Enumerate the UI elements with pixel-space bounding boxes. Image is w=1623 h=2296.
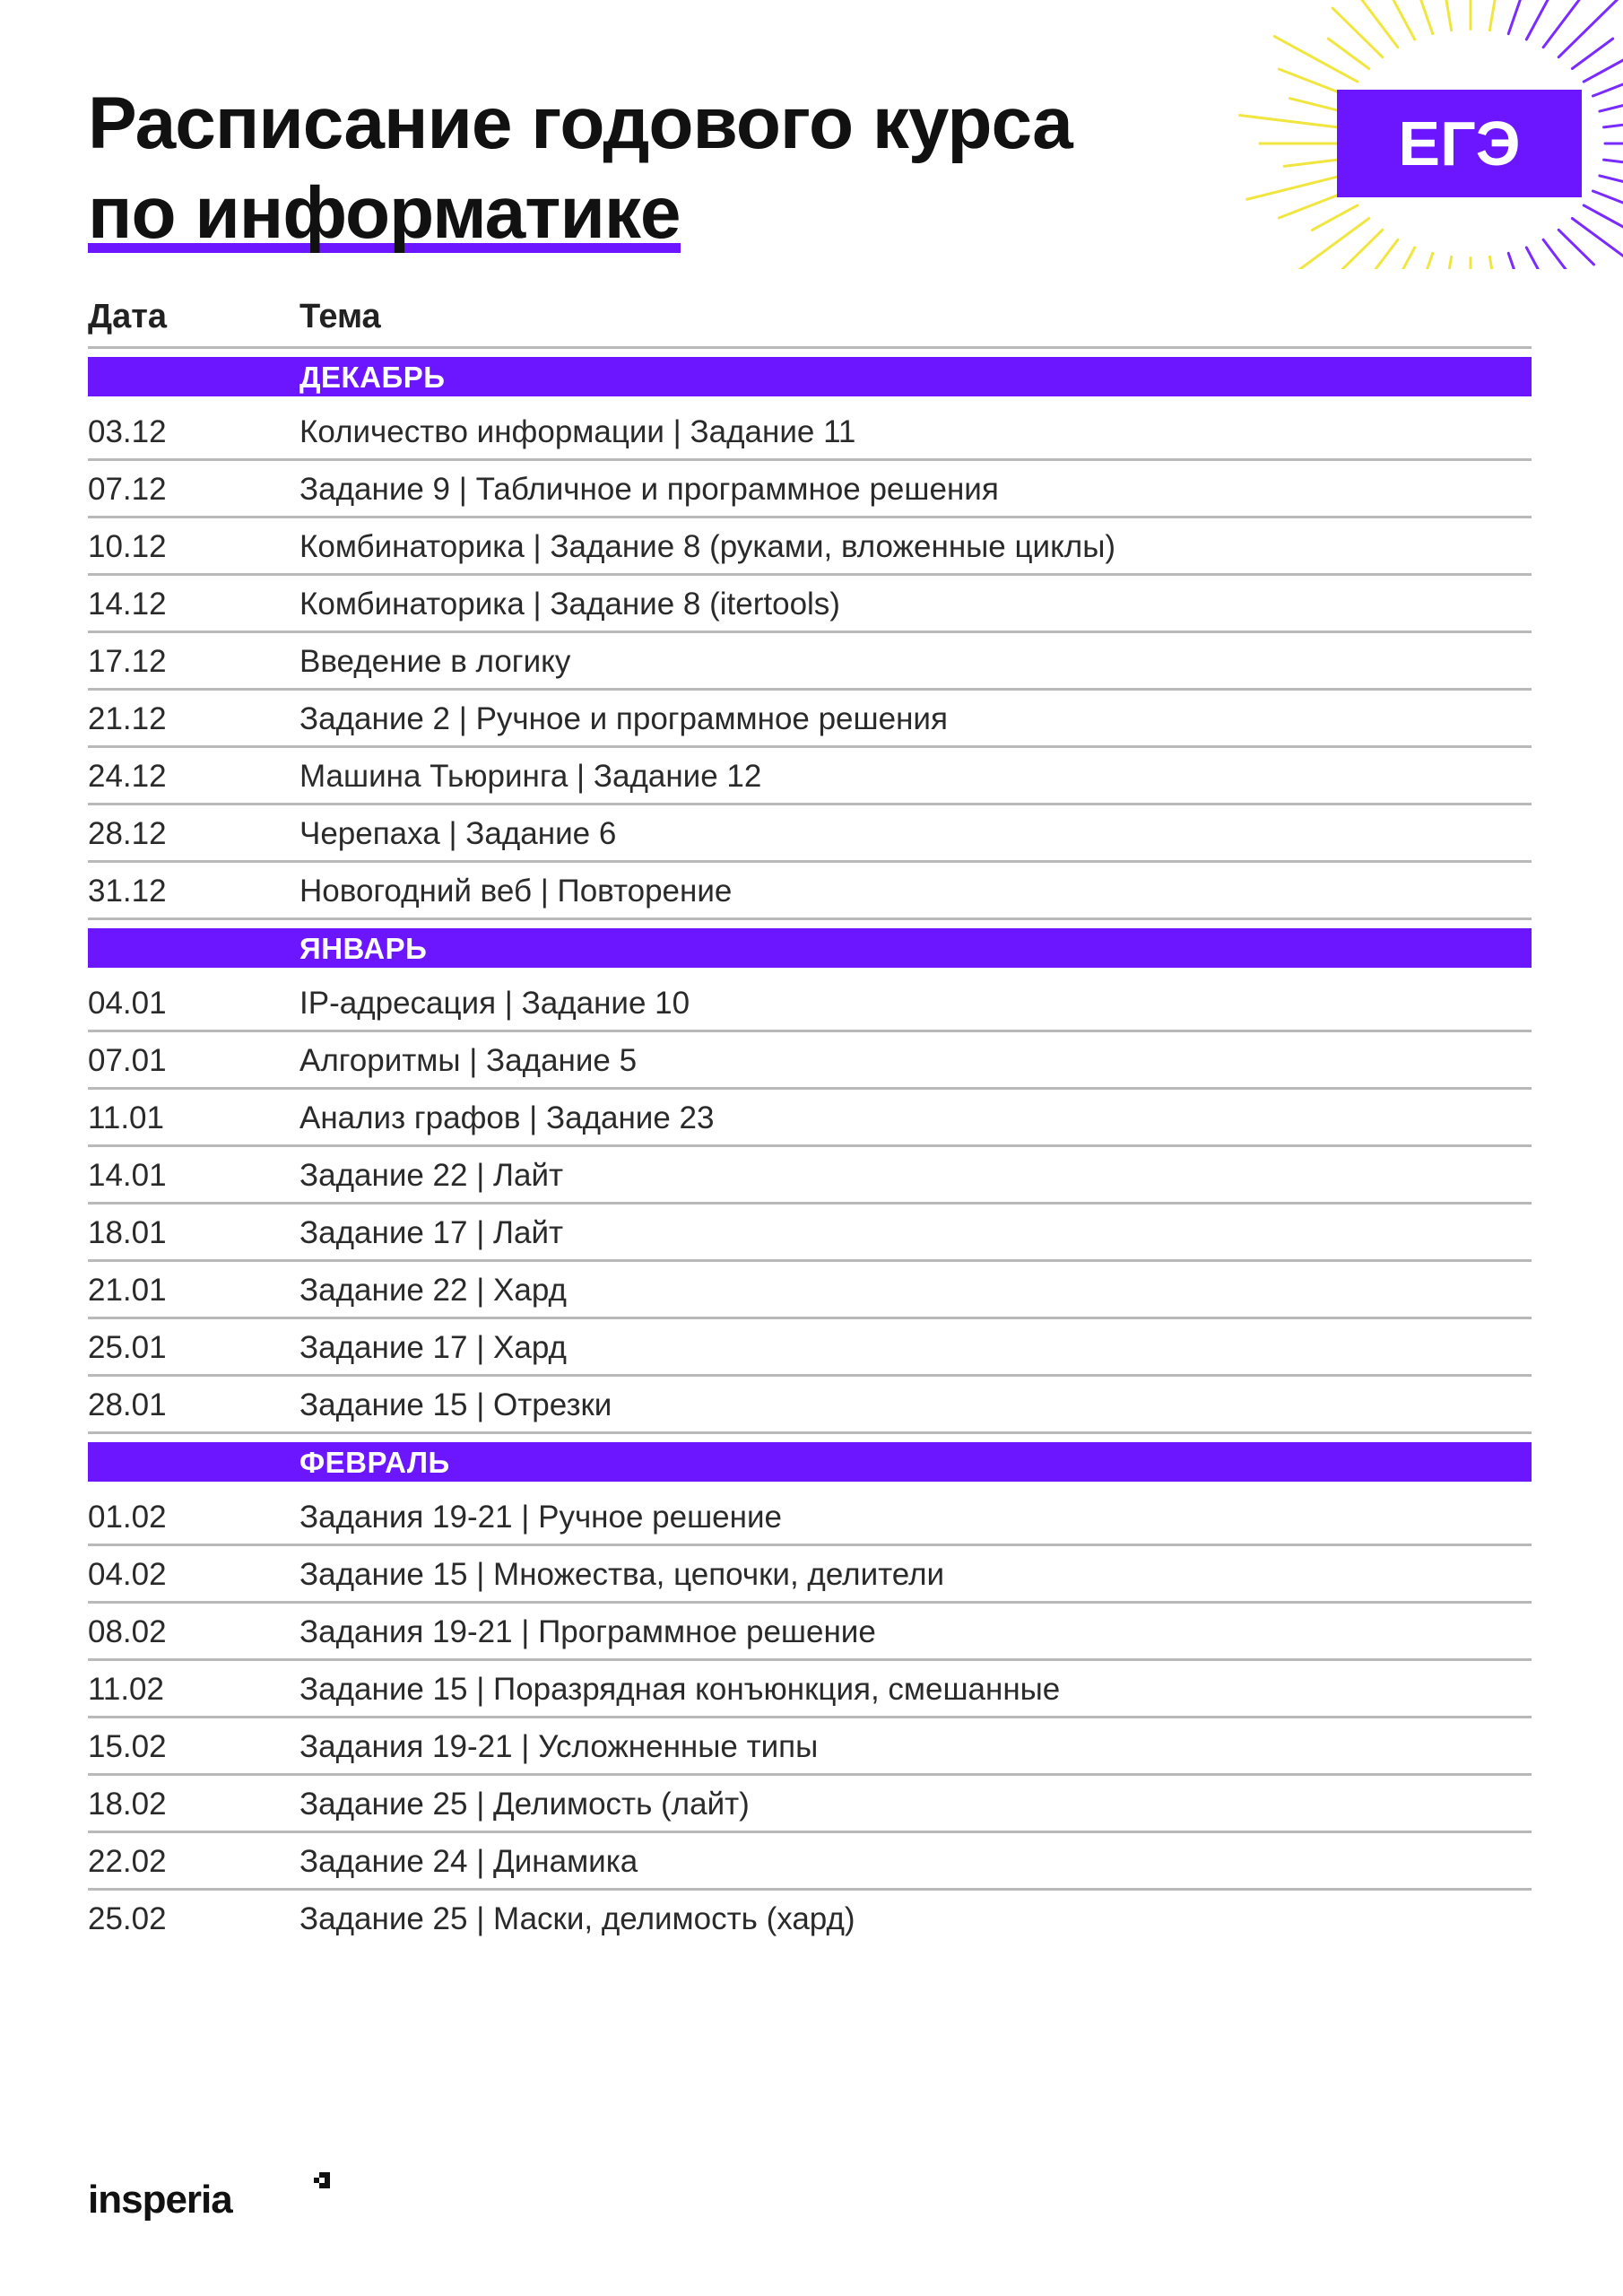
row-topic: Машина Тьюринга | Задание 12 — [299, 759, 762, 794]
table-body — [88, 357, 1532, 1945]
table-row — [88, 1833, 1532, 1891]
row-date: 25.01 — [88, 1330, 167, 1365]
row-date: 14.01 — [88, 1158, 167, 1193]
row-date: 10.12 — [88, 529, 167, 564]
table-row — [88, 461, 1532, 518]
row-date: 01.02 — [88, 1500, 167, 1535]
table-row — [88, 1147, 1532, 1205]
row-date: 21.12 — [88, 701, 167, 736]
table-row — [88, 1377, 1532, 1434]
row-topic: Задания 19-21 | Усложненные типы — [299, 1729, 819, 1764]
row-date: 03.12 — [88, 414, 167, 449]
month-header — [88, 1442, 1532, 1482]
table-row — [88, 805, 1532, 863]
row-topic: Задание 24 | Динамика — [299, 1844, 638, 1879]
row-date: 04.02 — [88, 1557, 167, 1592]
row-topic: Новогодний веб | Повторение — [299, 874, 733, 909]
row-topic: IP-адресация | Задание 10 — [299, 986, 690, 1021]
row-topic: Задания 19-21 | Ручное решение — [299, 1500, 782, 1535]
row-date: 11.01 — [88, 1100, 164, 1135]
row-topic: Количество информации | Задание 11 — [299, 414, 856, 449]
row-topic: Задание 17 | Хард — [299, 1330, 567, 1365]
row-date: 28.01 — [88, 1387, 167, 1422]
row-topic: Черепаха | Задание 6 — [299, 816, 617, 851]
month-header — [88, 357, 1532, 396]
table-row — [88, 1661, 1532, 1718]
month-name: ДЕКАБРЬ — [299, 361, 446, 394]
column-header-date: Дата — [88, 298, 167, 335]
table-row — [88, 1891, 1532, 1945]
title-line-1: Расписание годового курса — [88, 83, 1072, 164]
row-date: 14.12 — [88, 587, 167, 622]
table-row — [88, 863, 1532, 920]
row-date: 11.02 — [88, 1672, 164, 1707]
row-date: 07.01 — [88, 1043, 167, 1078]
row-date: 24.12 — [88, 759, 167, 794]
table-row — [88, 633, 1532, 691]
table-row — [88, 1776, 1532, 1833]
row-date: 04.01 — [88, 986, 167, 1021]
table-row — [88, 748, 1532, 805]
row-topic: Задание 9 | Табличное и программное решения — [299, 472, 999, 507]
month-header — [88, 928, 1532, 968]
row-date: 15.02 — [88, 1729, 167, 1764]
row-topic: Задание 25 | Маски, делимость (хард) — [299, 1901, 855, 1936]
column-header-topic: Тема — [299, 298, 381, 335]
table-row — [88, 1718, 1532, 1776]
row-topic: Задание 22 | Хард — [299, 1273, 567, 1308]
row-topic: Комбинаторика | Задание 8 (руками, вложенные циклы) — [299, 529, 1116, 564]
row-topic: Комбинаторика | Задание 8 (itertools) — [299, 587, 840, 622]
row-date: 18.01 — [88, 1215, 167, 1250]
row-date: 31.12 — [88, 874, 167, 909]
table-row — [88, 404, 1532, 461]
insperia-logo: insperia — [88, 2178, 232, 2222]
row-topic: Задание 15 | Множества, цепочки, делители — [299, 1557, 945, 1592]
row-date: 17.12 — [88, 644, 167, 679]
footer — [88, 2178, 232, 2231]
row-topic: Задания 19-21 | Программное решение — [299, 1614, 876, 1649]
row-topic: Введение в логику — [299, 644, 571, 679]
schedule-table — [88, 287, 1532, 1945]
row-date: 25.02 — [88, 1901, 167, 1936]
table-row — [88, 1489, 1532, 1546]
table-row — [88, 576, 1532, 633]
row-date: 18.02 — [88, 1787, 167, 1822]
row-topic: Алгоритмы | Задание 5 — [299, 1043, 638, 1078]
table-row — [88, 518, 1532, 576]
title-line-2: по информатике — [88, 169, 681, 258]
table-row — [88, 1090, 1532, 1147]
row-topic: Задание 15 | Поразрядная конъюнкция, смешанные — [299, 1672, 1061, 1707]
table-row — [88, 1546, 1532, 1604]
ege-badge: ЕГЭ — [1337, 90, 1582, 197]
month-name: ФЕВРАЛЬ — [299, 1446, 450, 1479]
table-row — [88, 1205, 1532, 1262]
month-name: ЯНВАРЬ — [299, 932, 428, 965]
table-row — [88, 1604, 1532, 1661]
row-topic: Задание 15 | Отрезки — [299, 1387, 612, 1422]
table-row — [88, 975, 1532, 1032]
row-topic: Задание 2 | Ручное и программное решения — [299, 701, 948, 736]
row-date: 08.02 — [88, 1614, 167, 1649]
logo-corner-mark-icon — [303, 2172, 330, 2199]
table-row — [88, 691, 1532, 748]
row-date: 07.12 — [88, 472, 167, 507]
table-row — [88, 1319, 1532, 1377]
row-date: 21.01 — [88, 1273, 167, 1308]
table-header — [88, 287, 1532, 349]
row-date: 22.02 — [88, 1844, 167, 1879]
row-topic: Задание 22 | Лайт — [299, 1158, 564, 1193]
row-topic: Задание 17 | Лайт — [299, 1215, 564, 1250]
table-row — [88, 1032, 1532, 1090]
row-topic: Задание 25 | Делимость (лайт) — [299, 1787, 750, 1822]
row-date: 28.12 — [88, 816, 167, 851]
page-title — [88, 79, 1072, 258]
table-row — [88, 1262, 1532, 1319]
row-topic: Анализ графов | Задание 23 — [299, 1100, 715, 1135]
